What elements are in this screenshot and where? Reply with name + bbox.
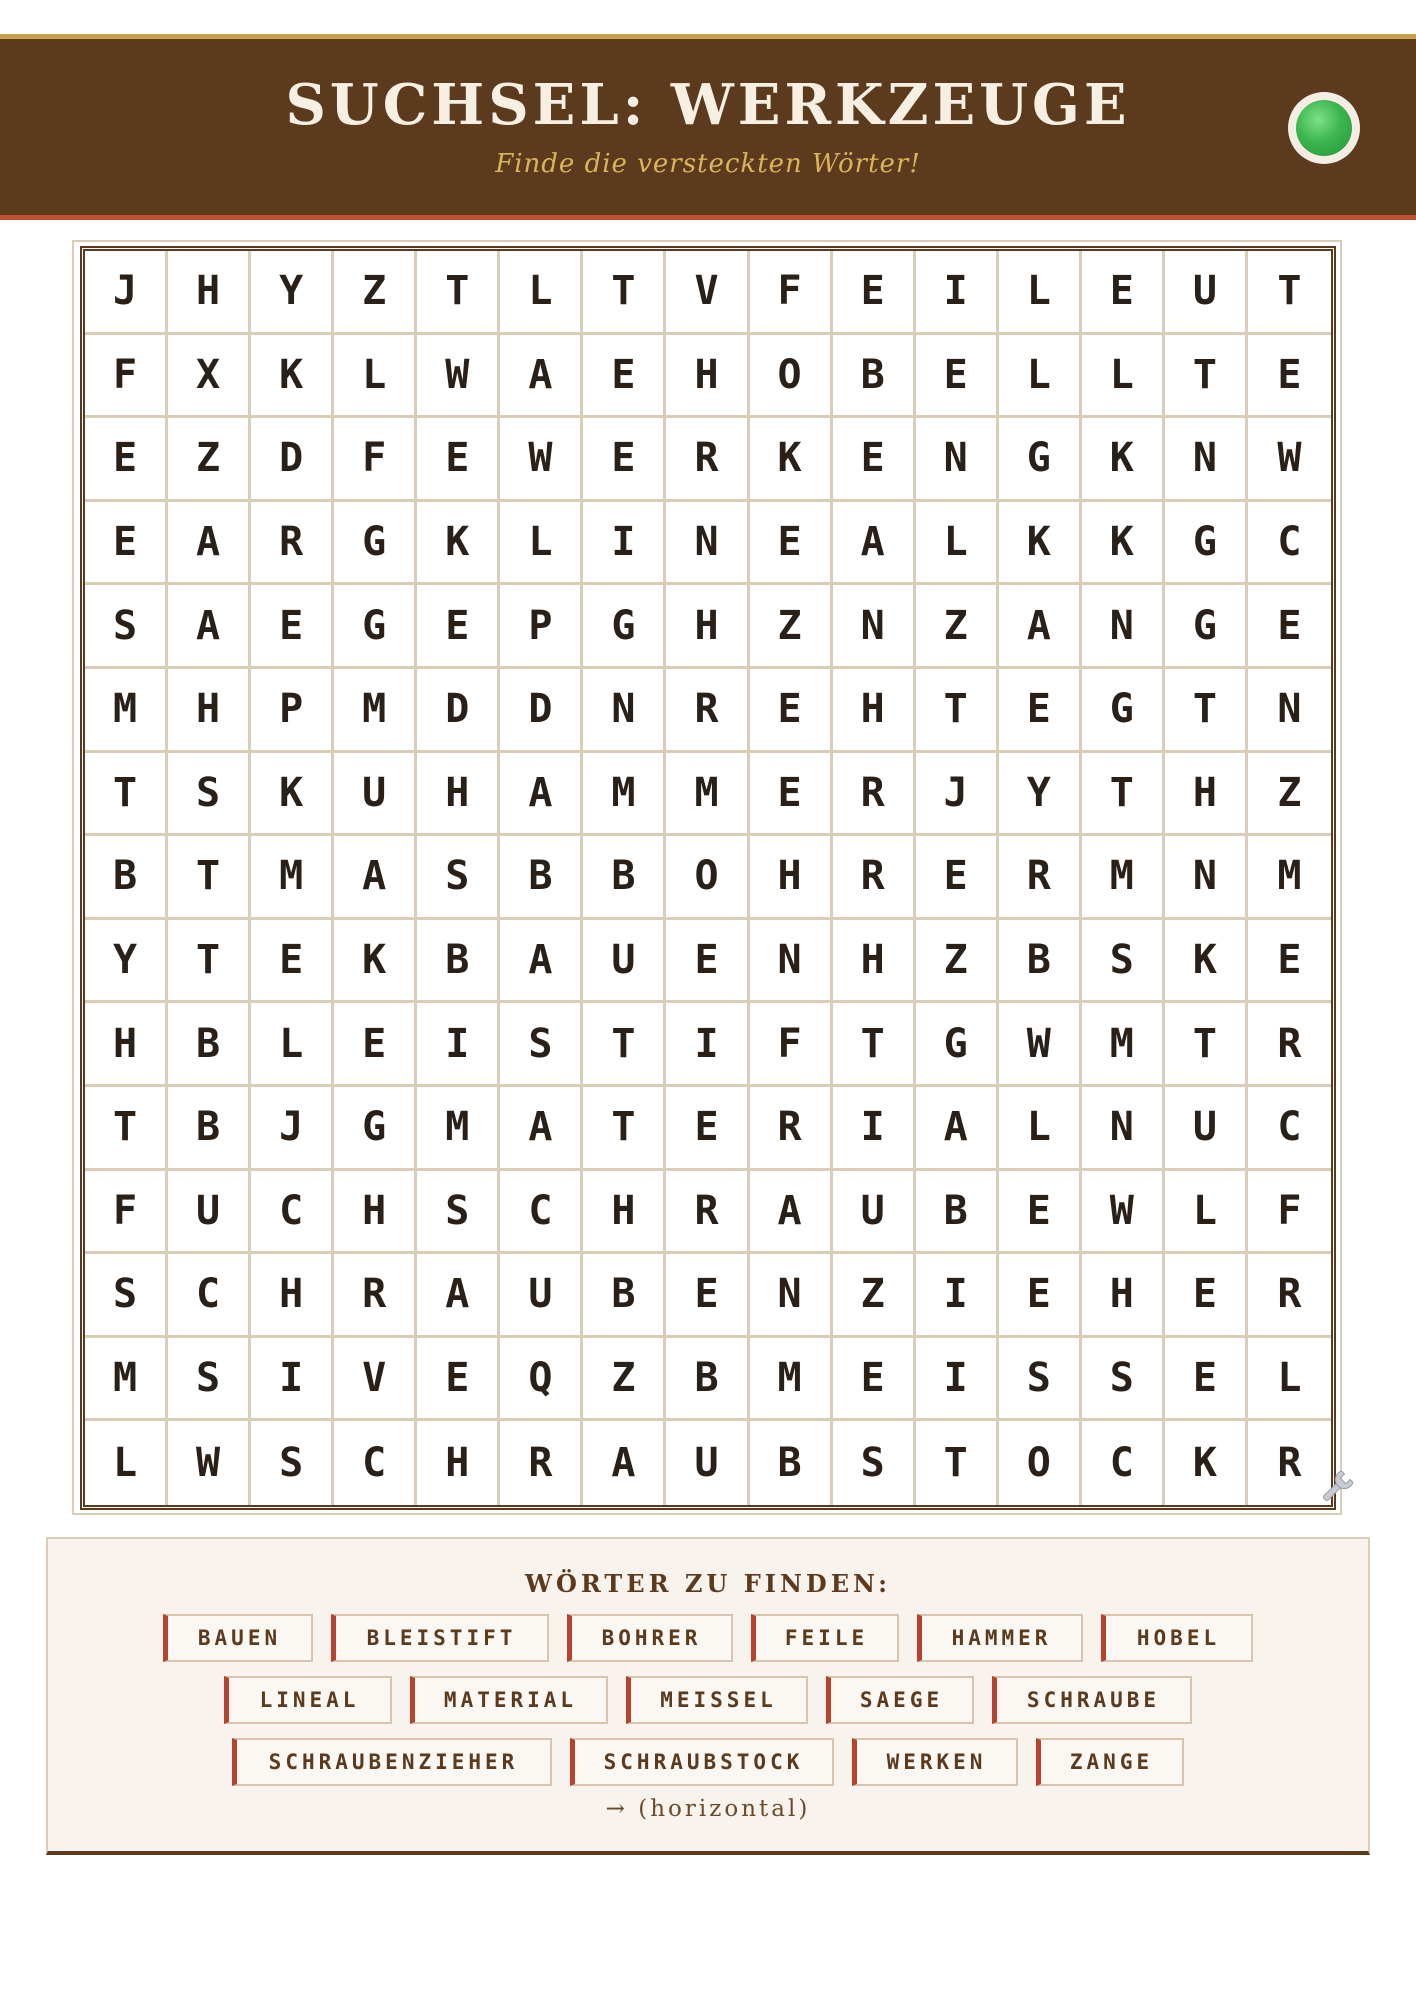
grid-cell[interactable]: E — [750, 502, 833, 586]
grid-cell[interactable]: E — [1248, 920, 1331, 1004]
grid-cell[interactable]: L — [999, 1087, 1082, 1171]
grid-cell[interactable]: A — [999, 585, 1082, 669]
grid-cell[interactable]: X — [168, 335, 251, 419]
grid-cell[interactable]: N — [750, 920, 833, 1004]
grid-cell[interactable]: T — [916, 669, 999, 753]
grid-cell[interactable]: M — [750, 1338, 833, 1422]
grid-cell[interactable]: S — [999, 1338, 1082, 1422]
grid-cell[interactable]: G — [583, 585, 666, 669]
grid-cell[interactable]: G — [1165, 502, 1248, 586]
grid-cell[interactable]: Z — [833, 1254, 916, 1338]
grid-cell[interactable]: R — [666, 669, 749, 753]
word-chip[interactable]: WERKEN — [852, 1738, 1018, 1786]
grid-cell[interactable]: T — [168, 920, 251, 1004]
grid-cell[interactable]: B — [666, 1338, 749, 1422]
grid-cell[interactable]: M — [334, 669, 417, 753]
grid-cell[interactable]: M — [1082, 1003, 1165, 1087]
grid-cell[interactable]: F — [85, 335, 168, 419]
grid-cell[interactable]: T — [1165, 669, 1248, 753]
word-chip[interactable]: LINEAL — [224, 1676, 392, 1724]
grid-cell[interactable]: E — [666, 920, 749, 1004]
grid-cell[interactable]: G — [916, 1003, 999, 1087]
grid-cell[interactable]: H — [583, 1171, 666, 1255]
grid-cell[interactable]: C — [1248, 502, 1331, 586]
grid-cell[interactable]: H — [168, 669, 251, 753]
grid-cell[interactable]: D — [500, 669, 583, 753]
grid-cell[interactable]: T — [1082, 753, 1165, 837]
grid-cell[interactable]: R — [1248, 1003, 1331, 1087]
grid-cell[interactable]: B — [168, 1087, 251, 1171]
header-banner — [0, 34, 1416, 220]
word-chip[interactable]: MATERIAL — [410, 1676, 608, 1724]
grid-cell[interactable]: C — [334, 1421, 417, 1505]
grid-cell[interactable]: B — [85, 836, 168, 920]
grid-cell[interactable]: A — [750, 1171, 833, 1255]
grid-cell[interactable]: S — [417, 1171, 500, 1255]
grid-cell[interactable]: T — [916, 1421, 999, 1505]
grid-cell[interactable]: H — [334, 1171, 417, 1255]
grid-cell[interactable]: E — [417, 1338, 500, 1422]
direction-note: → (horizontal) — [605, 1796, 811, 1822]
grid-cell[interactable]: B — [500, 836, 583, 920]
grid-cell[interactable]: K — [1165, 1421, 1248, 1505]
grid-cell[interactable]: U — [1165, 1087, 1248, 1171]
grid-cell[interactable]: R — [833, 836, 916, 920]
grid-cell[interactable]: R — [500, 1421, 583, 1505]
word-row-1 — [48, 1614, 1368, 1662]
grid-cell[interactable]: T — [583, 251, 666, 335]
grid-cell[interactable]: N — [1165, 418, 1248, 502]
grid-cell[interactable]: R — [666, 418, 749, 502]
grid-cell[interactable]: N — [583, 669, 666, 753]
grid-cell[interactable]: I — [916, 1254, 999, 1338]
grid-cell[interactable]: E — [85, 418, 168, 502]
grid-cell[interactable]: S — [417, 836, 500, 920]
grid-cell[interactable]: Z — [334, 251, 417, 335]
grid-cell[interactable]: N — [666, 502, 749, 586]
grid-cell[interactable]: O — [666, 836, 749, 920]
letter-grid — [80, 246, 1336, 1510]
grid-cell[interactable]: Q — [500, 1338, 583, 1422]
grid-cell[interactable]: B — [750, 1421, 833, 1505]
grid-cell[interactable]: Y — [999, 753, 1082, 837]
grid-cell[interactable]: W — [999, 1003, 1082, 1087]
grid-cell[interactable]: N — [1082, 1087, 1165, 1171]
grid-cell[interactable]: K — [334, 920, 417, 1004]
grid-cell[interactable]: K — [750, 418, 833, 502]
grid-cell[interactable]: O — [999, 1421, 1082, 1505]
grid-cell[interactable]: S — [833, 1421, 916, 1505]
grid-cell[interactable]: F — [750, 251, 833, 335]
grid-cell[interactable]: N — [1082, 585, 1165, 669]
grid-cell[interactable]: E — [833, 251, 916, 335]
grid-cell[interactable]: I — [666, 1003, 749, 1087]
grid-cell[interactable]: Z — [583, 1338, 666, 1422]
grid-cell[interactable]: V — [334, 1338, 417, 1422]
grid-cell[interactable]: R — [251, 502, 334, 586]
word-chip[interactable]: BLEISTIFT — [331, 1614, 549, 1662]
grid-cell[interactable]: E — [251, 585, 334, 669]
grid-cell[interactable]: S — [168, 1338, 251, 1422]
grid-cell[interactable]: Y — [85, 920, 168, 1004]
grid-cell[interactable]: T — [85, 1087, 168, 1171]
grid-cell[interactable]: M — [583, 753, 666, 837]
grid-cell[interactable]: B — [583, 836, 666, 920]
word-chip[interactable]: ZANGE — [1036, 1738, 1184, 1786]
grid-cell[interactable]: B — [168, 1003, 251, 1087]
grid-cell[interactable]: E — [583, 335, 666, 419]
grid-cell[interactable]: J — [85, 251, 168, 335]
grid-cell[interactable]: K — [251, 335, 334, 419]
word-chip[interactable]: MEISSEL — [626, 1676, 808, 1724]
grid-cell[interactable]: N — [833, 585, 916, 669]
grid-cell[interactable]: O — [750, 335, 833, 419]
grid-cell[interactable]: A — [500, 335, 583, 419]
grid-cell[interactable]: N — [750, 1254, 833, 1338]
grid-cell[interactable]: E — [417, 585, 500, 669]
grid-cell[interactable]: E — [1248, 335, 1331, 419]
grid-cell[interactable]: A — [500, 753, 583, 837]
word-chip[interactable]: FEILE — [751, 1614, 899, 1662]
grid-cell[interactable]: A — [916, 1087, 999, 1171]
grid-cell[interactable]: L — [334, 335, 417, 419]
grid-cell[interactable]: A — [417, 1254, 500, 1338]
word-chip[interactable]: BOHRER — [567, 1614, 733, 1662]
grid-cell[interactable]: C — [1248, 1087, 1331, 1171]
grid-cell[interactable]: U — [833, 1171, 916, 1255]
status-dot-icon[interactable] — [1288, 92, 1360, 164]
grid-cell[interactable]: F — [1248, 1171, 1331, 1255]
grid-cell[interactable]: H — [1082, 1254, 1165, 1338]
grid-cell[interactable]: S — [1082, 920, 1165, 1004]
grid-cell[interactable]: E — [750, 753, 833, 837]
grid-cell[interactable]: L — [500, 251, 583, 335]
grid-cell[interactable]: B — [916, 1171, 999, 1255]
grid-cell[interactable]: C — [1082, 1421, 1165, 1505]
grid-cell[interactable]: H — [750, 836, 833, 920]
grid-cell[interactable]: H — [417, 1421, 500, 1505]
grid-cell[interactable]: I — [583, 502, 666, 586]
grid-cell[interactable]: E — [1082, 251, 1165, 335]
grid-cell[interactable]: M — [1248, 836, 1331, 920]
word-list-panel — [46, 1537, 1370, 1855]
grid-cell[interactable]: T — [1165, 1003, 1248, 1087]
grid-cell[interactable]: H — [833, 669, 916, 753]
grid-cell[interactable]: B — [583, 1254, 666, 1338]
grid-cell[interactable]: T — [168, 836, 251, 920]
grid-cell[interactable]: T — [417, 251, 500, 335]
grid-cell[interactable]: E — [334, 1003, 417, 1087]
grid-cell[interactable]: R — [1248, 1254, 1331, 1338]
grid-cell[interactable]: N — [1248, 669, 1331, 753]
grid-cell[interactable]: H — [1165, 753, 1248, 837]
word-list-title: WÖRTER ZU FINDEN: — [525, 1569, 891, 1598]
grid-cell[interactable]: E — [583, 418, 666, 502]
grid-cell[interactable]: R — [666, 1171, 749, 1255]
grid-cell[interactable]: L — [1248, 1338, 1331, 1422]
grid-cell[interactable]: E — [666, 1087, 749, 1171]
grid-cell[interactable]: K — [1165, 920, 1248, 1004]
grid-cell[interactable]: E — [833, 418, 916, 502]
grid-cell[interactable]: I — [833, 1087, 916, 1171]
grid-cell[interactable]: I — [417, 1003, 500, 1087]
grid-cell[interactable]: H — [833, 920, 916, 1004]
grid-cell[interactable]: I — [251, 1338, 334, 1422]
word-row-2 — [48, 1676, 1368, 1724]
grid-cell[interactable]: L — [251, 1003, 334, 1087]
grid-cell[interactable]: T — [85, 753, 168, 837]
grid-cell[interactable]: H — [417, 753, 500, 837]
grid-cell[interactable]: T — [1165, 335, 1248, 419]
grid-cell[interactable]: G — [334, 1087, 417, 1171]
grid-cell[interactable]: W — [417, 335, 500, 419]
grid-cell[interactable]: G — [1082, 669, 1165, 753]
grid-cell[interactable]: L — [916, 502, 999, 586]
grid-cell[interactable]: E — [833, 1338, 916, 1422]
grid-cell[interactable]: A — [168, 502, 251, 586]
grid-cell[interactable]: M — [417, 1087, 500, 1171]
grid-cell[interactable]: P — [500, 585, 583, 669]
wrench-icon — [1316, 1468, 1356, 1508]
grid-cell[interactable]: A — [168, 585, 251, 669]
grid-cell[interactable]: L — [1082, 335, 1165, 419]
grid-cell[interactable]: S — [251, 1421, 334, 1505]
grid-cell[interactable]: A — [833, 502, 916, 586]
word-chip[interactable]: HAMMER — [917, 1614, 1083, 1662]
grid-cell[interactable]: G — [999, 418, 1082, 502]
grid-cell[interactable]: E — [666, 1254, 749, 1338]
grid-cell[interactable]: U — [168, 1171, 251, 1255]
grid-cell[interactable]: U — [583, 920, 666, 1004]
grid-cell[interactable]: E — [999, 1171, 1082, 1255]
grid-cell[interactable]: N — [1165, 836, 1248, 920]
word-chip[interactable]: SAEGE — [826, 1676, 974, 1724]
grid-cell[interactable]: E — [417, 418, 500, 502]
grid-cell[interactable]: K — [1082, 502, 1165, 586]
grid-cell[interactable]: R — [750, 1087, 833, 1171]
grid-cell[interactable]: B — [833, 335, 916, 419]
grid-cell[interactable]: L — [500, 502, 583, 586]
word-chip[interactable]: BAUEN — [163, 1614, 313, 1662]
grid-cell[interactable]: L — [999, 251, 1082, 335]
grid-cell[interactable]: I — [916, 1338, 999, 1422]
grid-cell[interactable]: C — [251, 1171, 334, 1255]
grid-cell[interactable]: T — [583, 1087, 666, 1171]
grid-cell[interactable]: D — [251, 418, 334, 502]
grid-cell[interactable]: S — [85, 585, 168, 669]
grid-cell[interactable]: V — [666, 251, 749, 335]
grid-cell[interactable]: L — [999, 335, 1082, 419]
grid-cell[interactable]: C — [500, 1171, 583, 1255]
grid-cell[interactable]: S — [168, 753, 251, 837]
grid-cell[interactable]: H — [85, 1003, 168, 1087]
grid-cell[interactable]: U — [500, 1254, 583, 1338]
word-chip[interactable]: SCHRAUBENZIEHER — [232, 1738, 552, 1786]
grid-cell[interactable]: E — [85, 502, 168, 586]
grid-cell[interactable]: U — [1165, 251, 1248, 335]
grid-cell[interactable]: B — [999, 920, 1082, 1004]
grid-cell[interactable]: K — [1082, 418, 1165, 502]
grid-cell[interactable]: C — [168, 1254, 251, 1338]
grid-cell[interactable]: Y — [251, 251, 334, 335]
grid-cell[interactable]: A — [500, 1087, 583, 1171]
grid-cell[interactable]: J — [916, 753, 999, 837]
grid-cell[interactable]: E — [1165, 1254, 1248, 1338]
grid-cell[interactable]: F — [85, 1171, 168, 1255]
grid-cell[interactable]: G — [334, 585, 417, 669]
grid-cell[interactable]: M — [1082, 836, 1165, 920]
grid-cell[interactable]: H — [666, 585, 749, 669]
grid-cell[interactable]: M — [251, 836, 334, 920]
grid-cell[interactable]: H — [666, 335, 749, 419]
grid-cell[interactable]: W — [1248, 418, 1331, 502]
grid-cell[interactable]: L — [1165, 1171, 1248, 1255]
grid-cell[interactable]: E — [999, 1254, 1082, 1338]
grid-cell[interactable]: S — [85, 1254, 168, 1338]
grid-cell[interactable]: Z — [1248, 753, 1331, 837]
grid-cell[interactable]: A — [583, 1421, 666, 1505]
grid-cell[interactable]: Z — [916, 920, 999, 1004]
grid-cell[interactable]: J — [251, 1087, 334, 1171]
grid-cell[interactable]: E — [1248, 585, 1331, 669]
grid-cell[interactable]: R — [1277, 1440, 1302, 1487]
grid-cell[interactable]: M — [85, 669, 168, 753]
grid-cell[interactable]: G — [334, 502, 417, 586]
grid-cell[interactable]: S — [1082, 1338, 1165, 1422]
grid-cell[interactable]: I — [916, 251, 999, 335]
grid-cell[interactable]: A — [334, 836, 417, 920]
grid-cell[interactable]: Z — [916, 585, 999, 669]
grid-cell[interactable]: E — [251, 920, 334, 1004]
grid-cell[interactable]: P — [251, 669, 334, 753]
grid-cell[interactable]: D — [417, 669, 500, 753]
grid-cell[interactable]: R — [999, 836, 1082, 920]
grid-cell[interactable]: E — [916, 836, 999, 920]
grid-cell[interactable]: F — [750, 1003, 833, 1087]
word-chip[interactable]: HOBEL — [1101, 1614, 1253, 1662]
page-subtitle: Finde die versteckten Wörter! — [495, 149, 921, 179]
grid-cell[interactable]: Z — [168, 418, 251, 502]
grid-cell[interactable]: K — [999, 502, 1082, 586]
grid-cell[interactable]: E — [916, 335, 999, 419]
grid-cell[interactable]: F — [334, 418, 417, 502]
grid-cell[interactable]: U — [334, 753, 417, 837]
grid-cell[interactable]: E — [1165, 1338, 1248, 1422]
grid-cell[interactable]: M — [85, 1338, 168, 1422]
grid-cell[interactable]: K — [417, 502, 500, 586]
grid-cell[interactable]: T — [1248, 251, 1331, 335]
grid-cell[interactable]: W — [1082, 1171, 1165, 1255]
grid-cell[interactable]: T — [833, 1003, 916, 1087]
word-chip[interactable]: SCHRAUBSTOCK — [570, 1738, 834, 1786]
page-title: SUCHSEL: WERKZEUGE — [285, 72, 1131, 138]
grid-cell[interactable]: L — [85, 1421, 168, 1505]
grid-cell[interactable]: T — [583, 1003, 666, 1087]
grid-cell[interactable]: A — [500, 920, 583, 1004]
grid-cell[interactable]: E — [999, 669, 1082, 753]
word-chip[interactable]: SCHRAUBE — [992, 1676, 1192, 1724]
grid-cell[interactable]: B — [417, 920, 500, 1004]
grid-cell[interactable]: U — [666, 1421, 749, 1505]
grid-cell[interactable]: R — [334, 1254, 417, 1338]
grid-cell[interactable]: W — [168, 1421, 251, 1505]
grid-cell[interactable]: K — [251, 753, 334, 837]
grid-cell[interactable]: S — [500, 1003, 583, 1087]
word-row-3 — [48, 1738, 1368, 1786]
grid-cell[interactable]: H — [251, 1254, 334, 1338]
grid-cell[interactable]: G — [1165, 585, 1248, 669]
grid-cell[interactable]: M — [666, 753, 749, 837]
grid-cell[interactable]: N — [916, 418, 999, 502]
grid-cell[interactable]: R — [833, 753, 916, 837]
grid-cell[interactable]: W — [500, 418, 583, 502]
grid-cell[interactable]: E — [750, 669, 833, 753]
grid-cell[interactable]: Z — [750, 585, 833, 669]
grid-cell[interactable]: H — [168, 251, 251, 335]
